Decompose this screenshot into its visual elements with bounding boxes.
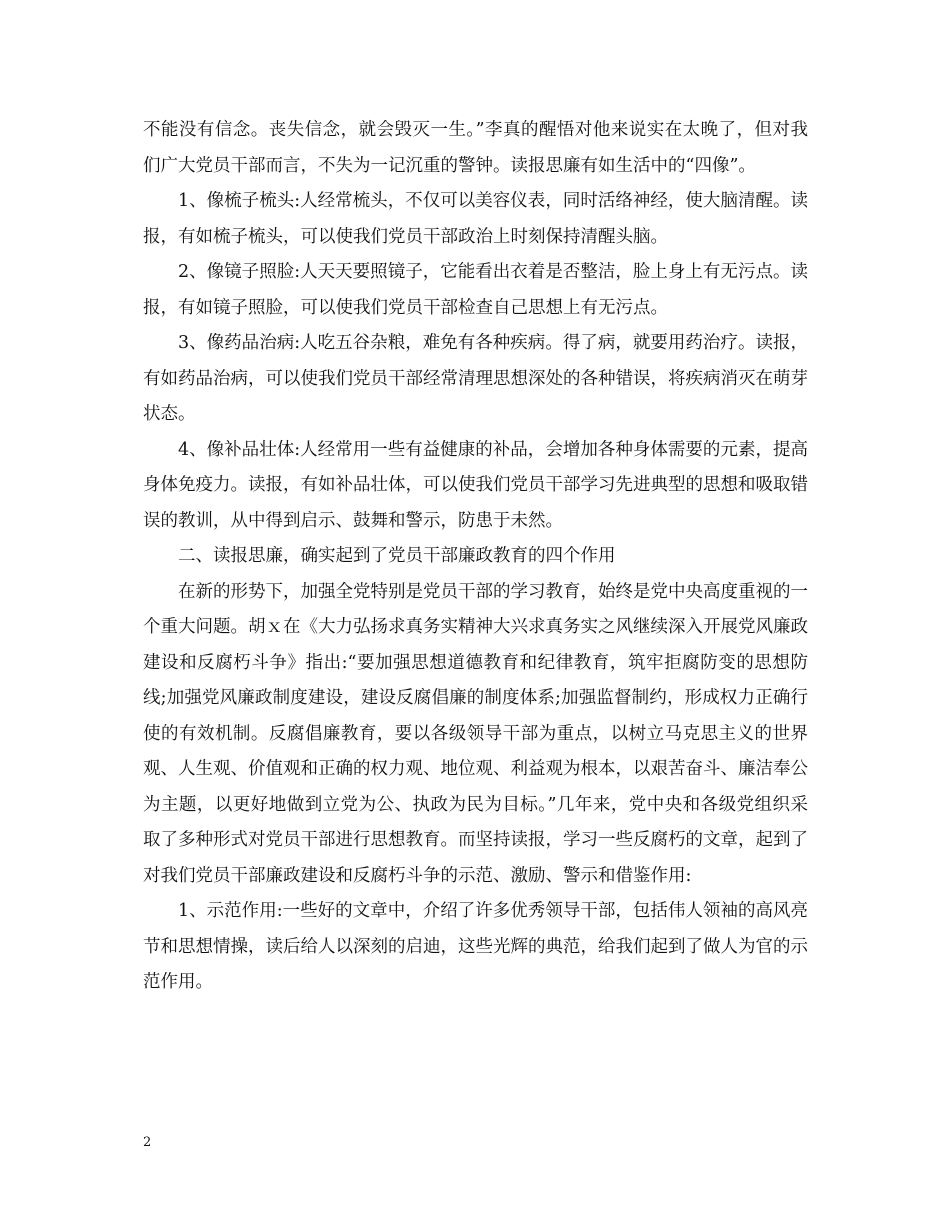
paragraph-intro: 不能没有信念。丧失信念，就会毁灭一生。”李真的醒悟对他来说实在太晚了，但对我们广大党员干部而言，不失为一记沉重的警钟。读报思廉有如生活中的“四像”。 (143, 120, 808, 176)
page-number: 2 (143, 1135, 152, 1150)
paragraph-item-medicine: 3、像药品治病:人吃五谷杂粮，难免有各种疾病。得了病，就要用药治疗。读报，有如药品治病，可以使我们党员干部经常清理思想深处的各种错误，将疾病消灭在萌芽状态。 (143, 333, 808, 424)
document-body (143, 113, 808, 1001)
section-heading: 二、读报思廉，确实起到了党员干部廉政教育的四个作用 (178, 546, 616, 566)
paragraph-role-example: 1、示范作用:一些好的文章中，介绍了许多优秀领导干部，包括伟人领袖的高风亮节和思想情操，读后给人以深刻的启迪，这些光辉的典范，给我们起到了做人为官的示范作用。 (143, 901, 808, 992)
paragraph-item-comb: 1、像梳子梳头:人经常梳头，不仅可以美容仪表，同时活络神经，使大脑清醒。读报，有如梳子梳头，可以使我们党员干部政治上时刻保持清醒头脑。 (143, 191, 808, 247)
paragraph-item-mirror: 2、像镜子照脸:人天天要照镜子，它能看出衣着是否整洁，脸上身上有无污点。读报，有如镜子照脸，可以使我们党员干部检查自己思想上有无污点。 (143, 262, 808, 318)
paragraph-context: 在新的形势下，加强全党特别是党员干部的学习教育，始终是党中央高度重视的一个重大问题。胡ｘ在《大力弘扬求真务实精神大兴求真务实之风继续深入开展党风廉政建设和反腐朽斗争》指出:“要加强思想道德教育和纪律教育，筑牢拒腐防变的思想防线;加强党风廉政制度建设，建设反腐倡廉的制度体系;加强监督制约，形成权力正确行使的有效机制。反腐倡廉教育，要以各级领导干部为重点，以树立马克思主义的世界观、人生观、价值观和正确的权力观、地位观、利益观为根本，以艰苦奋斗、廉洁奉公为主题，以更好地做到立党为公、执政为民为目标。”几年来，党中央和各级党组织采取了多种形式对党员干部进行思想教育。而坚持读报，学习一些反腐朽的文章，起到了对我们党员干部廉政建设和反腐朽斗争的示范、激励、警示和借鉴作用: (143, 581, 808, 886)
paragraph-item-tonic: 4、像补品壮体:人经常用一些有益健康的补品，会增加各种身体需要的元素，提高身体免疫力。读报，有如补品壮体，可以使我们党员干部学习先进典型的思想和吸取错误的教训，从中得到启示、鼓舞和警示，防患于未然。 (143, 439, 808, 531)
